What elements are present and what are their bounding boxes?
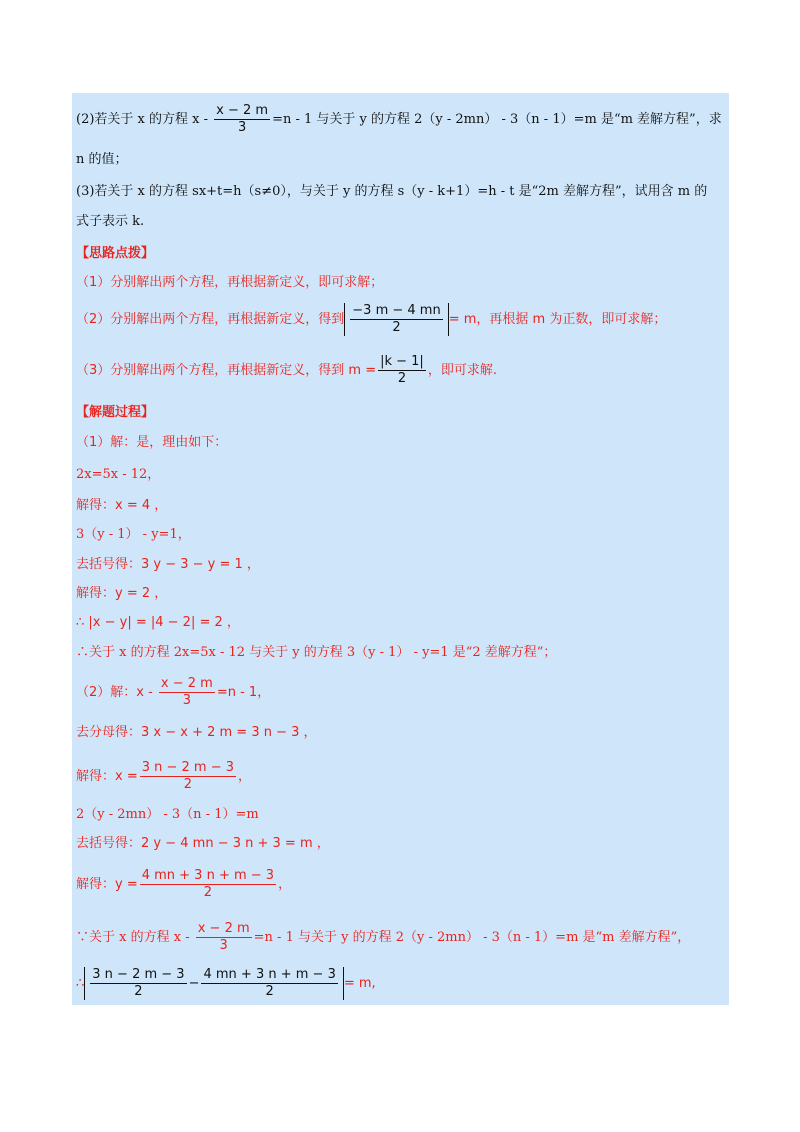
hint-step-3-denominator: 2 [397, 371, 407, 386]
solution-step-16-denominator-b: 2 [265, 984, 274, 999]
question-3-line-1: (3)若关于 x 的方程 sx+t=h（s≠0），与关于 y 的方程 s（y - k+1）=h - t 是“2m 差解方程”，试用含 m 的 [76, 184, 708, 199]
solution-step-12: 2（y - 2mn） - 3（n - 1）=m [76, 807, 259, 822]
solution-step-15-fraction [196, 921, 252, 954]
solution-step-5: 去括号得：3 y − 3 − y = 1 ， [76, 557, 260, 572]
solution-step-16-numerator-b: 4 mn + 3 n + m − 3 [203, 967, 336, 982]
solution-step-14 [76, 868, 728, 901]
hint-step-2-numerator: −3 m − 4 mn [352, 303, 441, 318]
solution-step-16 [76, 967, 728, 1000]
hint-step-2-denominator: 2 [392, 320, 401, 335]
hint-step-2-absolute [344, 303, 448, 336]
solution-step-9 [76, 676, 728, 709]
solution-step-9-text-end: =n - 1， [216, 685, 271, 700]
hint-step-2-text-end: = m，再根据 m 为正数，即可求解； [448, 312, 667, 327]
solution-step-13: 去括号得：2 y − 4 mn − 3 n + 3 = m ， [76, 836, 330, 851]
solution-step-4: 3（y - 1） - y=1， [76, 527, 191, 542]
hint-step-3-numerator: |k − 1| [380, 354, 424, 369]
solution-step-14-numerator: 4 mn + 3 n + m − 3 [141, 868, 275, 883]
q2-fraction-numerator: x − 2 m [216, 103, 269, 118]
solution-step-7: ∴ |x − y| = |4 − 2| = 2 ， [76, 615, 240, 630]
q2-fraction-denominator: 3 [237, 120, 247, 135]
solution-step-11-text: 解得：x = [76, 769, 138, 784]
solution-title: 【解题过程】 [76, 405, 155, 420]
solution-step-16-denominator-a: 2 [134, 984, 143, 999]
solution-step-6: 解得：y = 2 ， [76, 586, 168, 601]
hint-step-3-text: （3）分别解出两个方程，再根据新定义，得到 m = [76, 363, 377, 378]
solution-step-16-text: ∴ [76, 976, 85, 991]
solution-step-16-absolute [84, 967, 344, 1000]
q2-text-start: (2)若关于 x 的方程 x - [76, 112, 213, 127]
hint-step-3-text-end: ，即可求解. [427, 363, 497, 378]
hint-step-2-text: （2）分别解出两个方程，再根据新定义，得到 [76, 312, 345, 327]
hint-step-2-fraction [350, 303, 442, 336]
hint-step-3-fraction [378, 354, 426, 387]
solution-step-16-text-end: = m, [343, 976, 376, 991]
solution-step-14-denominator: 2 [203, 885, 213, 900]
hint-step-2 [76, 303, 728, 336]
question-3-line-2: 式子表示 k. [76, 214, 145, 229]
solution-step-16-numerator-a: 3 n − 2 m − 3 [92, 967, 185, 982]
hint-step-3 [76, 354, 728, 387]
solution-step-2: 2x=5x - 12， [76, 467, 161, 482]
solution-step-11 [76, 760, 728, 793]
solution-step-15-denominator: 3 [219, 938, 228, 953]
solution-step-15 [76, 921, 728, 954]
solution-step-11-numerator: 3 n − 2 m − 3 [141, 760, 235, 775]
solution-step-14-fraction [140, 868, 276, 901]
solution-step-14-text: 解得：y = [76, 877, 138, 892]
solution-step-15-text-end: =n - 1 与关于 y 的方程 2（y - 2mn） - 3（n - 1）=m 是“m 差解方程”， [253, 930, 691, 945]
solution-step-8: ∴关于 x 的方程 2x=5x - 12 与关于 y 的方程 3（y - 1） - y=1 是“2 差解方程”； [76, 645, 557, 660]
solution-step-16-fraction-b [201, 967, 337, 1000]
hint-title: 【思路点拨】 [76, 246, 155, 261]
question-2-line-2: n 的值； [76, 152, 128, 167]
solution-step-9-numerator: x − 2 m [160, 676, 213, 691]
solution-step-11-denominator: 2 [183, 777, 192, 792]
q2-text-end: =n - 1 与关于 y 的方程 2（y - 2mn） - 3（n - 1）=m 是“m 差解方程”，求 [272, 112, 722, 127]
solution-step-9-fraction [159, 676, 215, 709]
q2-fraction [214, 103, 270, 136]
solution-step-9-text: （2）解：x - [76, 685, 157, 700]
solution-step-3: 解得：x = 4 ， [76, 498, 168, 513]
solution-step-15-numerator: x − 2 m [197, 921, 250, 936]
solution-step-16-minus: − [188, 976, 200, 991]
solution-step-9-denominator: 3 [182, 693, 192, 708]
solution-step-14-text-end: ， [278, 877, 292, 892]
question-2-line-1 [76, 103, 728, 136]
solution-step-16-fraction-a [90, 967, 186, 1000]
solution-step-15-text: ∵关于 x 的方程 x - [76, 930, 194, 945]
solution-step-11-text-end: ， [238, 769, 252, 784]
solution-step-10: 去分母得：3 x − x + 2 m = 3 n − 3 ， [76, 725, 317, 740]
solution-step-11-fraction [140, 760, 236, 793]
solution-step-1: （1）解：是，理由如下： [76, 435, 228, 450]
hint-step-1: （1）分别解出两个方程，再根据新定义，即可求解； [76, 275, 384, 290]
